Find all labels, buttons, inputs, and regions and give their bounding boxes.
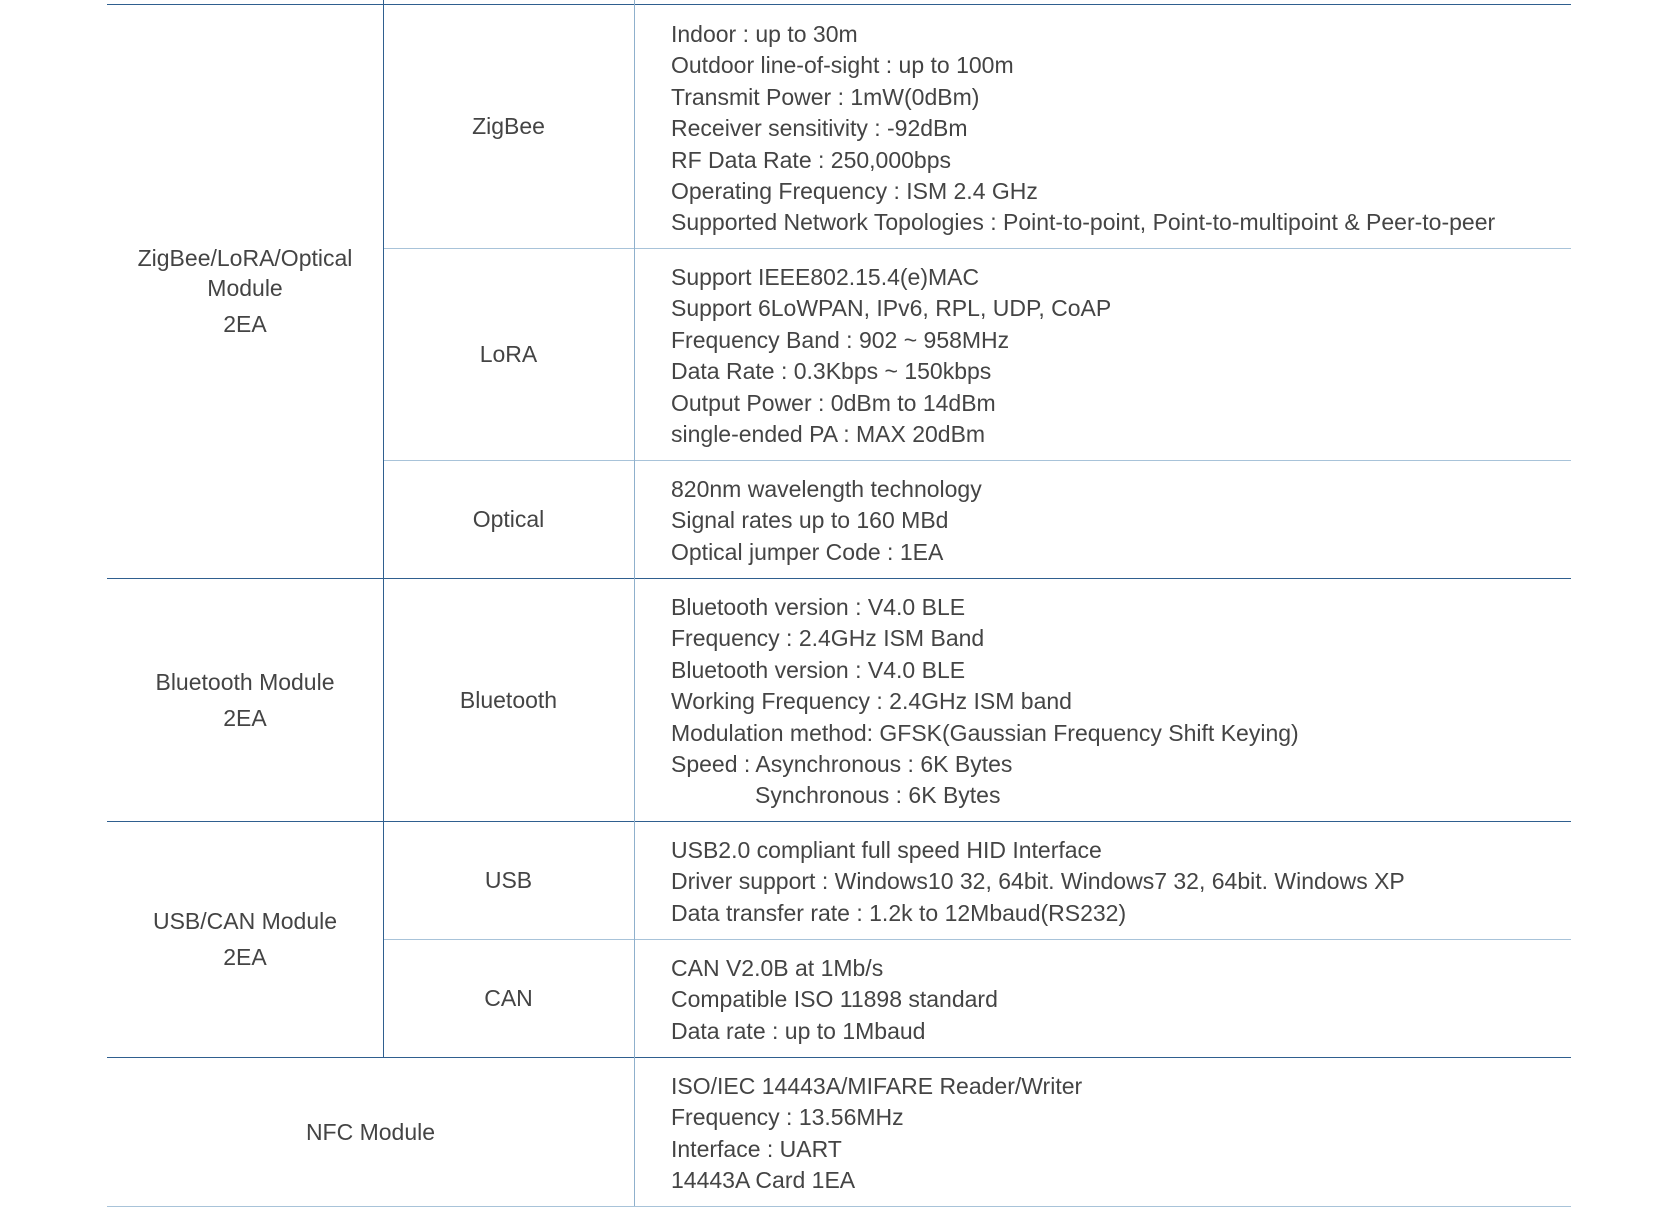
module-group-label: USB/CAN Module xyxy=(152,908,338,934)
spec-item: Transmit Power : 1mW(0dBm) xyxy=(671,83,980,110)
module-type-cell xyxy=(383,4,634,248)
spec-list xyxy=(671,474,982,568)
spec-item: Outdoor line-of-sight : up to 100m xyxy=(671,52,1014,79)
module-type-label: Bluetooth xyxy=(459,686,558,713)
spec-item: Bluetooth version : V4.0 BLE xyxy=(671,656,966,683)
spec-item: RF Data Rate : 250,000bps xyxy=(671,146,951,173)
spec-item: Interface : UART xyxy=(671,1135,842,1162)
spec-item: Indoor : up to 30m xyxy=(671,21,858,47)
module-type-label: Optical xyxy=(472,506,545,532)
module-group-label: Bluetooth Module xyxy=(155,668,335,695)
spec-item: Speed : Asynchronous : 6K Bytes xyxy=(671,751,1013,778)
module-group-cell xyxy=(107,821,383,1057)
spec-item: Support IEEE802.15.4(e)MAC xyxy=(671,264,980,290)
module-group-cell xyxy=(107,4,383,578)
spec-item: Frequency Band : 902 ~ 958MHz xyxy=(671,326,1010,353)
spec-item: Data Rate : 0.3Kbps ~ 150kbps xyxy=(671,358,992,385)
spec-item: ISO/IEC 14443A/MIFARE Reader/Writer xyxy=(671,1073,1083,1099)
spec-item: 820nm wavelength technology xyxy=(671,476,982,502)
spec-item: Optical jumper Code : 1EA xyxy=(671,538,944,565)
module-type-label: LoRA xyxy=(479,341,538,367)
module-type-cell xyxy=(383,821,634,939)
spec-list xyxy=(671,953,998,1047)
module-type-cell xyxy=(383,578,634,821)
spec-item: Output Power : 0dBm to 14dBm xyxy=(671,389,996,416)
spec-item: CAN V2.0B at 1Mb/s xyxy=(671,955,884,981)
module-type-cell xyxy=(383,460,634,578)
spec-list xyxy=(671,835,1405,929)
spec-item: Frequency : 13.56MHz xyxy=(671,1104,904,1131)
spec-item: USB2.0 compliant full speed HID Interface xyxy=(671,837,1102,863)
spec-item: Signal rates up to 160 MBd xyxy=(671,507,949,534)
spec-item: Data rate : up to 1Mbaud xyxy=(671,1017,926,1044)
module-type-label: CAN xyxy=(484,985,533,1011)
spec-item: Operating Frequency : ISM 2.4 GHz xyxy=(671,178,1038,205)
module-quantity: 2EA xyxy=(223,311,267,337)
spec-item: 14443A Card 1EA xyxy=(671,1167,856,1194)
spec-list xyxy=(671,592,1299,812)
spec-item: Compatible ISO 11898 standard xyxy=(671,986,998,1013)
spec-item: Support 6LoWPAN, IPv6, RPL, UDP, CoAP xyxy=(671,295,1112,322)
spec-item: Frequency : 2.4GHz ISM Band xyxy=(671,625,985,652)
spec-item: Synchronous : 6K Bytes xyxy=(755,782,1001,809)
spec-item: single-ended PA : MAX 20dBm xyxy=(671,421,986,448)
spec-item: Data transfer rate : 1.2k to 12Mbaud(RS232) xyxy=(671,899,1127,926)
spec-item: Supported Network Topologies : Point-to-point, Point-to-multipoint & Peer-to-peer xyxy=(671,209,1496,236)
spec-list xyxy=(671,1071,1082,1197)
module-group-label: ZigBee/LoRA/Optical xyxy=(137,245,353,271)
spec-item: Receiver sensitivity : -92dBm xyxy=(671,115,968,142)
module-quantity: 2EA xyxy=(223,704,267,731)
module-type-label: USB xyxy=(484,867,533,893)
module-type-label: ZigBee xyxy=(472,113,545,139)
module-group-label: NFC Module xyxy=(305,1118,436,1145)
module-group-label: Module xyxy=(207,275,283,301)
module-quantity: 2EA xyxy=(223,944,267,970)
module-type-cell xyxy=(383,939,634,1057)
table-column-divider-2 xyxy=(634,0,635,1206)
spec-item: Driver support : Windows10 32, 64bit. Windows7 32, 64bit. Windows XP xyxy=(671,868,1405,895)
module-group-cell xyxy=(107,1057,634,1206)
module-group-cell xyxy=(107,578,383,821)
spec-list xyxy=(671,262,1111,450)
table-rule-bottom xyxy=(107,1206,1571,1207)
spec-item: Modulation method: GFSK(Gaussian Frequency Shift Keying) xyxy=(671,719,1299,746)
spec-list xyxy=(671,19,1495,239)
spec-item: Working Frequency : 2.4GHz ISM band xyxy=(671,688,1072,715)
module-type-cell xyxy=(383,248,634,460)
spec-item: Bluetooth version : V4.0 BLE xyxy=(671,594,966,620)
